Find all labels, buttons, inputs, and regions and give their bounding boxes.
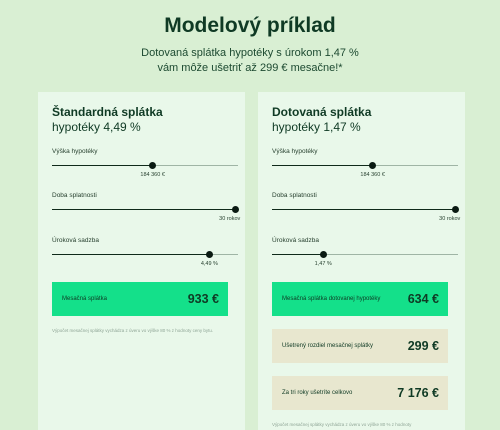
card-title	[272, 105, 371, 135]
slider-value: 184 360 €	[360, 172, 385, 178]
footnote: Výpočet mesačnej splátky vychádza z úveru vo výške 80 % z hodnoty	[272, 422, 412, 427]
card-title	[52, 105, 163, 135]
slider-label: Výška hypotéky	[272, 148, 318, 155]
slider-thumb[interactable]	[320, 251, 327, 258]
slider-label: Úroková sadzba	[272, 237, 319, 244]
mortgage-amount-slider[interactable]	[52, 148, 232, 182]
result-label: Mesačná splátka	[62, 296, 108, 302]
three-year-savings-result	[272, 376, 448, 410]
slider-fill	[52, 165, 153, 166]
mortgage-amount-slider[interactable]	[272, 148, 452, 182]
repayment-period-slider[interactable]	[52, 192, 241, 226]
slider-thumb[interactable]	[232, 206, 239, 213]
interest-rate-slider[interactable]	[272, 237, 452, 271]
result-value: 933 €	[187, 292, 219, 306]
footnote: Výpočet mesačnej splátky vychádza z úveru vo výške 80 % z hodnoty ceny bytu.	[52, 328, 214, 333]
subtitle-line-2: vám môže ušetriť až 299 € mesačne!*	[157, 62, 343, 74]
page-subtitle	[0, 46, 500, 76]
slider-label: Doba splatnosti	[272, 192, 317, 199]
slider-label: Úroková sadzba	[52, 237, 99, 244]
repayment-period-slider[interactable]	[272, 192, 461, 226]
slider-label: Výška hypotéky	[52, 148, 98, 155]
result-value: 299 €	[407, 339, 439, 353]
card-title-line-2: hypotéky 4,49 %	[52, 120, 141, 134]
slider-thumb[interactable]	[149, 162, 156, 169]
slider-value: 1,47 %	[314, 261, 332, 267]
standard-payment-card	[38, 92, 245, 430]
slider-thumb[interactable]	[452, 206, 459, 213]
card-title-line-1: Dotovaná splátka	[272, 105, 372, 119]
slider-value: 4,49 %	[200, 261, 218, 267]
slider-fill	[272, 254, 323, 255]
interest-rate-slider[interactable]	[52, 237, 232, 271]
subsidized-payment-result	[272, 282, 448, 316]
card-title-line-2: hypotéky 1,47 %	[272, 120, 361, 134]
slider-fill	[272, 165, 373, 166]
card-title-line-1: Štandardná splátka	[52, 105, 163, 119]
monthly-payment-result	[52, 282, 228, 316]
result-label: Mesačná splátka dotovanej hypotéky	[282, 296, 381, 302]
slider-fill	[52, 254, 209, 255]
page-title: Modelový príklad	[164, 14, 336, 37]
result-value: 634 €	[407, 292, 439, 306]
slider-fill	[52, 209, 235, 210]
result-label: Ušetrený rozdiel mesačnej splátky	[282, 343, 374, 349]
slider-value: 184 360 €	[140, 172, 165, 178]
result-label: Za tri roky ušetríte celkovo	[282, 390, 353, 396]
monthly-savings-result	[272, 329, 448, 363]
slider-thumb[interactable]	[369, 162, 376, 169]
subsidized-payment-card	[258, 92, 465, 430]
slider-value: 30 rokov	[219, 216, 241, 222]
subtitle-line-1: Dotovaná splátka hypotéky s úrokom 1,47 %	[141, 47, 359, 59]
slider-thumb[interactable]	[206, 251, 213, 258]
slider-value: 30 rokov	[439, 216, 461, 222]
slider-label: Doba splatnosti	[52, 192, 97, 199]
result-value: 7 176 €	[397, 386, 439, 400]
slider-fill	[272, 209, 455, 210]
